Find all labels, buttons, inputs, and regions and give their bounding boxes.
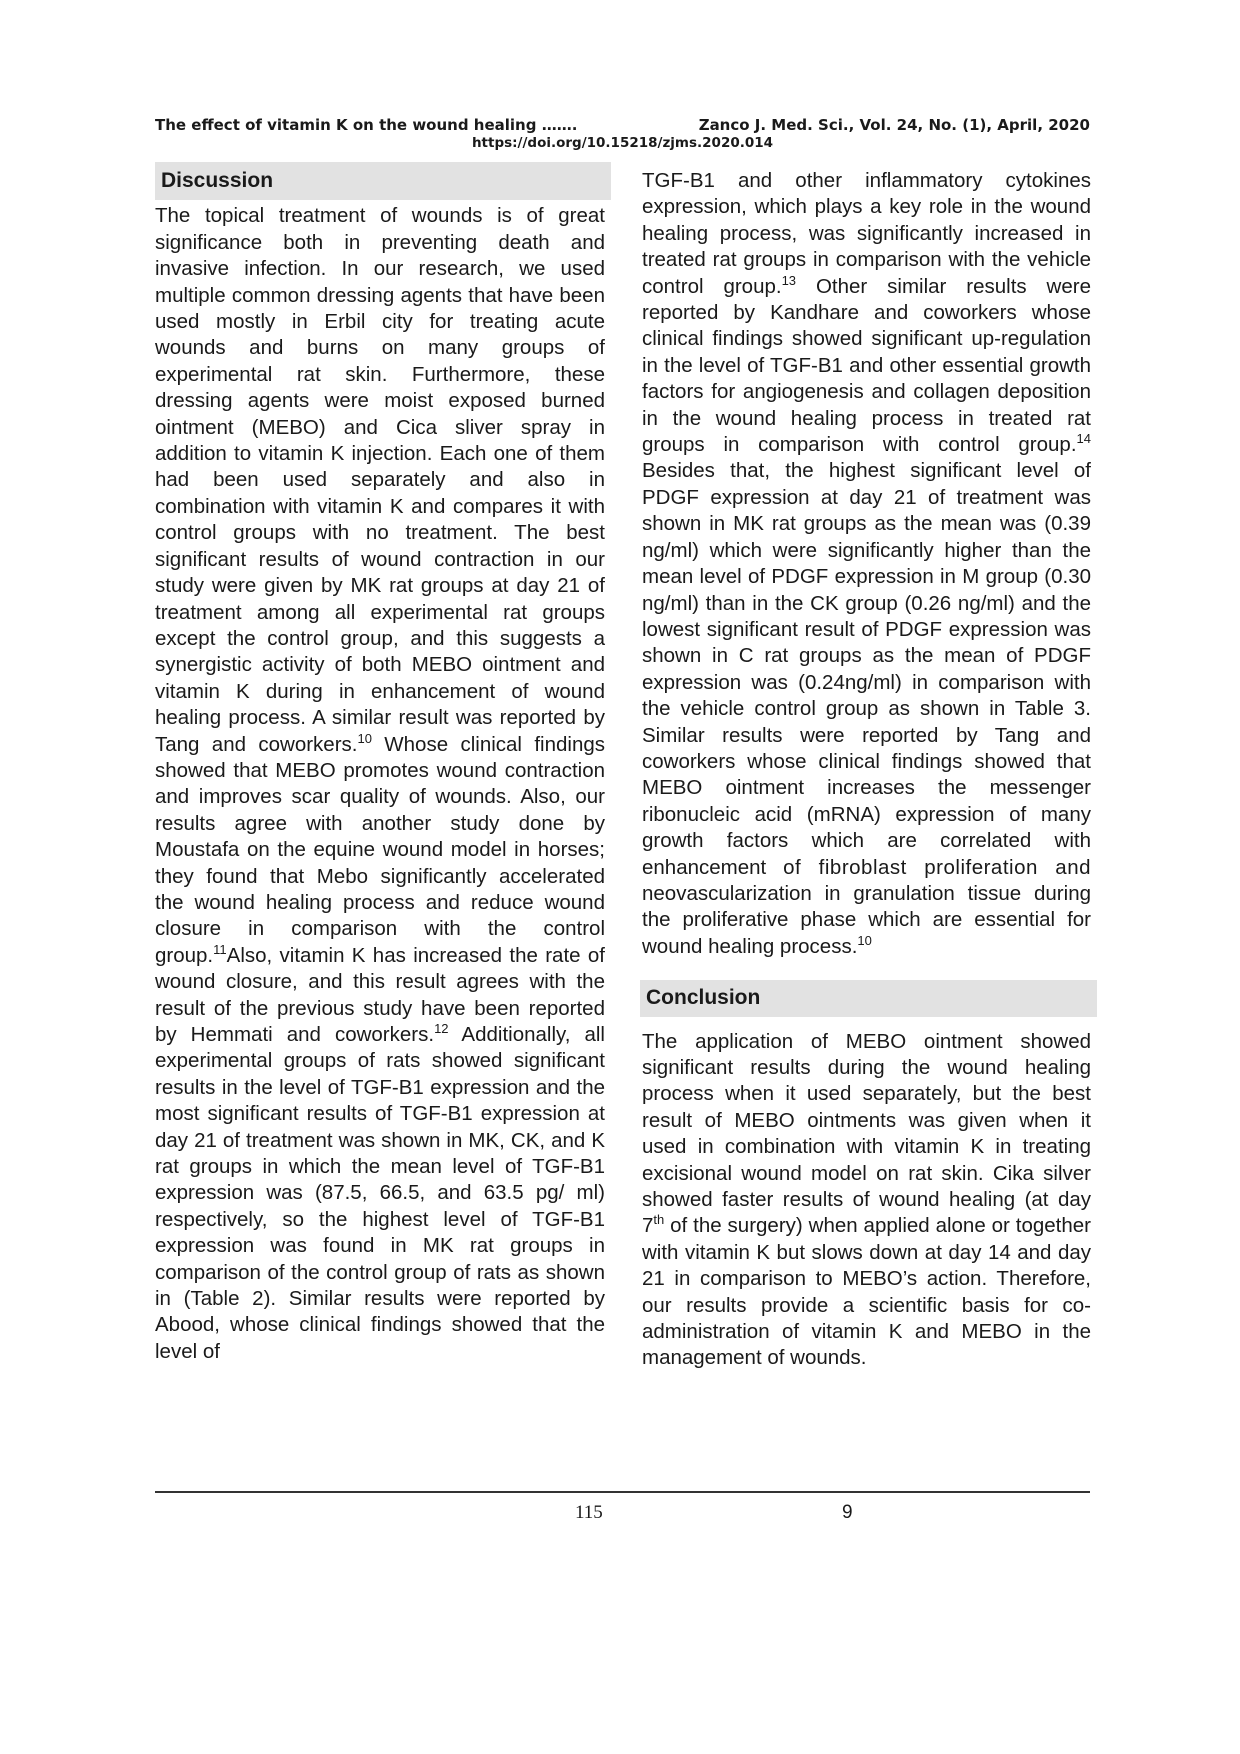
- citation-10b: 10: [857, 932, 872, 948]
- doi-link[interactable]: https://doi.org/10.15218/zjms.2020.014: [471, 135, 774, 151]
- citation-10: 10: [357, 730, 372, 746]
- citation-14: 14: [1076, 431, 1091, 447]
- citation-12: 12: [434, 1021, 449, 1036]
- right-column: [642, 168, 1091, 1372]
- citation-13: 13: [781, 272, 797, 288]
- citation-11: 11: [213, 941, 227, 957]
- footer-rule: [155, 1491, 1090, 1493]
- left-column: [155, 162, 605, 1365]
- conclusion-paragraph: The application of MEBO ointment showed significant results during the wound healing process when it used separately, but the best result of MEBO ointments was given when it used in combination with vitamin K in treating excisional wound model on rat skin. Cika silver showed faster results of wound healing (at day 7th of the surgery) when applied alone or together with vitamin K but slows down at day 14 and day 21 in comparison to MEBO’s action. Therefore, our results provide a scientific basis for co-administration of vitamin K and MEBO in the management of wounds.: [642, 1029, 1091, 1370]
- page-number: 115: [575, 1502, 603, 1523]
- discussion-heading: Discussion: [155, 162, 611, 200]
- discussion-paragraph: The topical treatment of wounds is of great significance both in preventing death and invasive infection. In our research, we used multiple common dressing agents that have been used mostly in Erbil city for treating acute wounds and burns on many groups of experimental rat skin. Furthermore, these dressing agents were moist exposed burned ointment (MEBO) and Cica sliver spray in addition to vitamin K injection. Each one of them had been used separately and also in combination with vitamin K and compares it with control groups with no treatment. The best significant results of wound contraction in our study were given by MK rat groups at day 21 of treatment among all experimental rat groups except the control group, and this suggests a synergistic activity of both MEBO ointment and vitamin K during in enhancement of wound healing process. A similar result was reported by Tang and coworkers.$^{10}$ Whose clinical findings showed that MEBO promotes wound contraction and improves scar quality of wounds. Also, our results agree with another study done by Moustafa on the equine wound model in horses; they found that Mebo significantly accelerated the wound healing process and reduce wound closure in comparison with the control group.$^{11}$Also, vitamin K has increased the rate of wound closure, and this result agrees with the result of the previous study have been reported by Hemmati and coworkers.$^{12}$ Additionally, all experimental groups of rats showed significant results in the level of TGF-B1 expression and the most significant results of TGF-B1 expression at day 21 of treatment was shown in MK, CK, and K rat groups in which the mean level of TGF-B1 expression was (87.5, 66.5, and 63.5 pg/ ml) respectively, so the highest level of TGF-B1 expression was found in MK rat groups in comparison of the control group of rats as shown in (Table 2). Similar results were reported by Abood, whose clinical findings showed that the level of: [155, 204, 605, 1363]
- conclusion-heading: Conclusion: [640, 980, 1097, 1016]
- article-page-number: 9: [842, 1502, 853, 1523]
- journal-citation: Zanco J. Med. Sci., Vol. 24, No. (1), April, 2020: [698, 116, 1090, 134]
- discussion-continued: TGF-B1 and other inflammatory cytokines expression, which plays a key role in the wound healing process, was significantly increased in treated rat groups in comparison with the vehicle control group.$^{13}$ Other similar results were reported by Kandhare and coworkers whose clinical findings showed significant up-regulation in the level of TGF-B1 and other essential growth factors for angiogenesis and collagen deposition in the wound healing process in treated rat groups in comparison with control group.$^{14}$ Besides that, the highest significant level of PDGF expression at day 21 of treatment was shown in MK rat groups as the mean was (0.39 ng/ml) which were significantly higher than the mean level of PDGF expression in M group (0.30 ng/ml) than in the CK group (0.26 ng/ml) and the lowest significant result of PDGF expression was shown in C rat groups as the mean of PDGF expression was (0.24ng/ml) in comparison with the vehicle control group as shown in Table 3. Similar results were reported by Tang and coworkers whose clinical findings showed that MEBO ointment increases the messenger ribonucleic acid (mRNA) expression of many growth factors which are correlated with enhancement of fibroblast proliferation and neovascularization in granulation tissue during the proliferative phase which are essential for wound healing process.$^{10}$: [642, 169, 1091, 958]
- running-title: The effect of vitamin K on the wound healing …….: [155, 116, 578, 134]
